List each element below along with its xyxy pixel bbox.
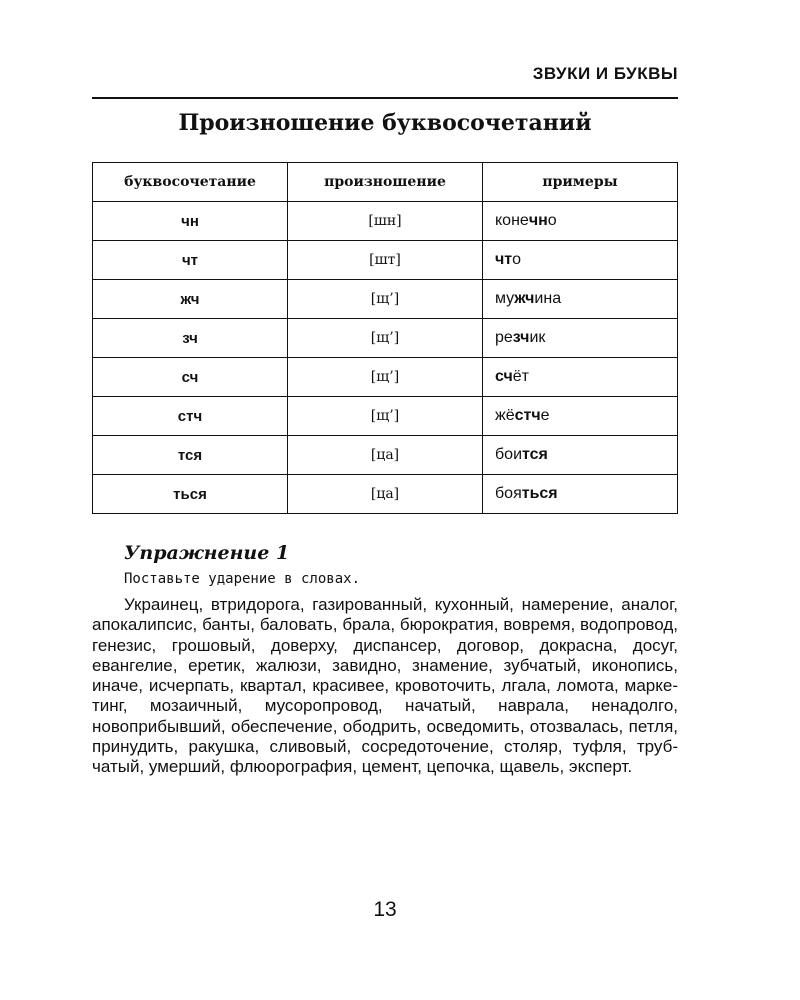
table-row: [93, 319, 678, 358]
example-part: ре: [495, 329, 513, 346]
example-part: о: [512, 251, 522, 268]
example-highlight: стч: [514, 407, 541, 424]
example-part: ина: [534, 290, 562, 307]
example-word: [483, 280, 678, 319]
example-highlight: чн: [528, 212, 548, 229]
example-highlight: тся: [522, 446, 548, 463]
example-part: му: [495, 290, 515, 307]
example-word: [483, 319, 678, 358]
letter-combination: сч: [93, 358, 288, 397]
example-part: е: [540, 407, 550, 424]
example-part: ёт: [512, 368, 530, 385]
table-row: [93, 202, 678, 241]
letter-combination: чн: [93, 202, 288, 241]
example-word: [483, 202, 678, 241]
letter-combination: стч: [93, 397, 288, 436]
example-part: боя: [495, 485, 522, 502]
example-part: коне: [495, 212, 529, 229]
example-highlight: жч: [514, 290, 535, 307]
example-highlight: зч: [512, 329, 530, 346]
example-highlight: чт: [495, 251, 513, 268]
example-part: ик: [529, 329, 546, 346]
example-highlight: сч: [495, 368, 513, 385]
exercise-title: Упражнение 1: [124, 542, 290, 564]
pronunciation-table: [92, 162, 678, 514]
example-word: [483, 241, 678, 280]
example-word: [483, 397, 678, 436]
pronunciation: [щ’]: [288, 280, 483, 319]
example-part: о: [547, 212, 557, 229]
table-row: [93, 358, 678, 397]
column-header-combination: буквосочетание: [93, 163, 288, 202]
example-word: [483, 436, 678, 475]
pronunciation: [ца]: [288, 436, 483, 475]
table-row: [93, 436, 678, 475]
pronunciation: [шн]: [288, 202, 483, 241]
example-part: жё: [495, 407, 515, 424]
letter-combination: жч: [93, 280, 288, 319]
exercise-task: Поставьте ударение в словах.: [124, 571, 361, 587]
example-highlight: ться: [521, 485, 558, 502]
example-part: бои: [495, 446, 522, 463]
table-header-row: [93, 163, 678, 202]
table-row: [93, 475, 678, 514]
letter-combination: зч: [93, 319, 288, 358]
example-word: [483, 358, 678, 397]
table-row: [93, 280, 678, 319]
pronunciation: [щ’]: [288, 358, 483, 397]
exercise-word-list: Украинец, втридорога, газированный, кухонный, намерение, аналог, апокалипсис, банты, баловать, брала, бюрократия, вовремя, водопровод, генезис, грошовый, доверху, диспансер, договор, докрасна, досуг, евангелие, еретик, жалюзи, завидно, знамение, зубчатый, иконопись, иначе, исчерпать, квартал, красивее, кровоточить, лгала, ломота, маркетинг, мозаичный, мусоропровод, начатый, наврала, ненадолго, новоприбывший, обеспечение, ободрить, осведомить, отозвалась, петля, принудить, ракушка, сливовый, сосредоточение, столяр, туфля, трубчатый, умерший, флюорография, цемент, цепочка, щавель, эксперт.: [92, 595, 678, 777]
example-word: [483, 475, 678, 514]
table-row: [93, 241, 678, 280]
pronunciation: [щ’]: [288, 319, 483, 358]
table-row: [93, 397, 678, 436]
column-header-pronunciation: произношение: [288, 163, 483, 202]
page-number: 13: [373, 898, 397, 921]
letter-combination: ться: [93, 475, 288, 514]
column-header-examples: примеры: [483, 163, 678, 202]
running-head: ЗВУКИ И БУКВЫ: [532, 64, 678, 83]
pronunciation: [ца]: [288, 475, 483, 514]
header-divider: [92, 97, 678, 99]
pronunciation: [шт]: [288, 241, 483, 280]
letter-combination: тся: [93, 436, 288, 475]
pronunciation: [щ’]: [288, 397, 483, 436]
page-title: Произношение буквосочетаний: [178, 110, 592, 136]
letter-combination: чт: [93, 241, 288, 280]
